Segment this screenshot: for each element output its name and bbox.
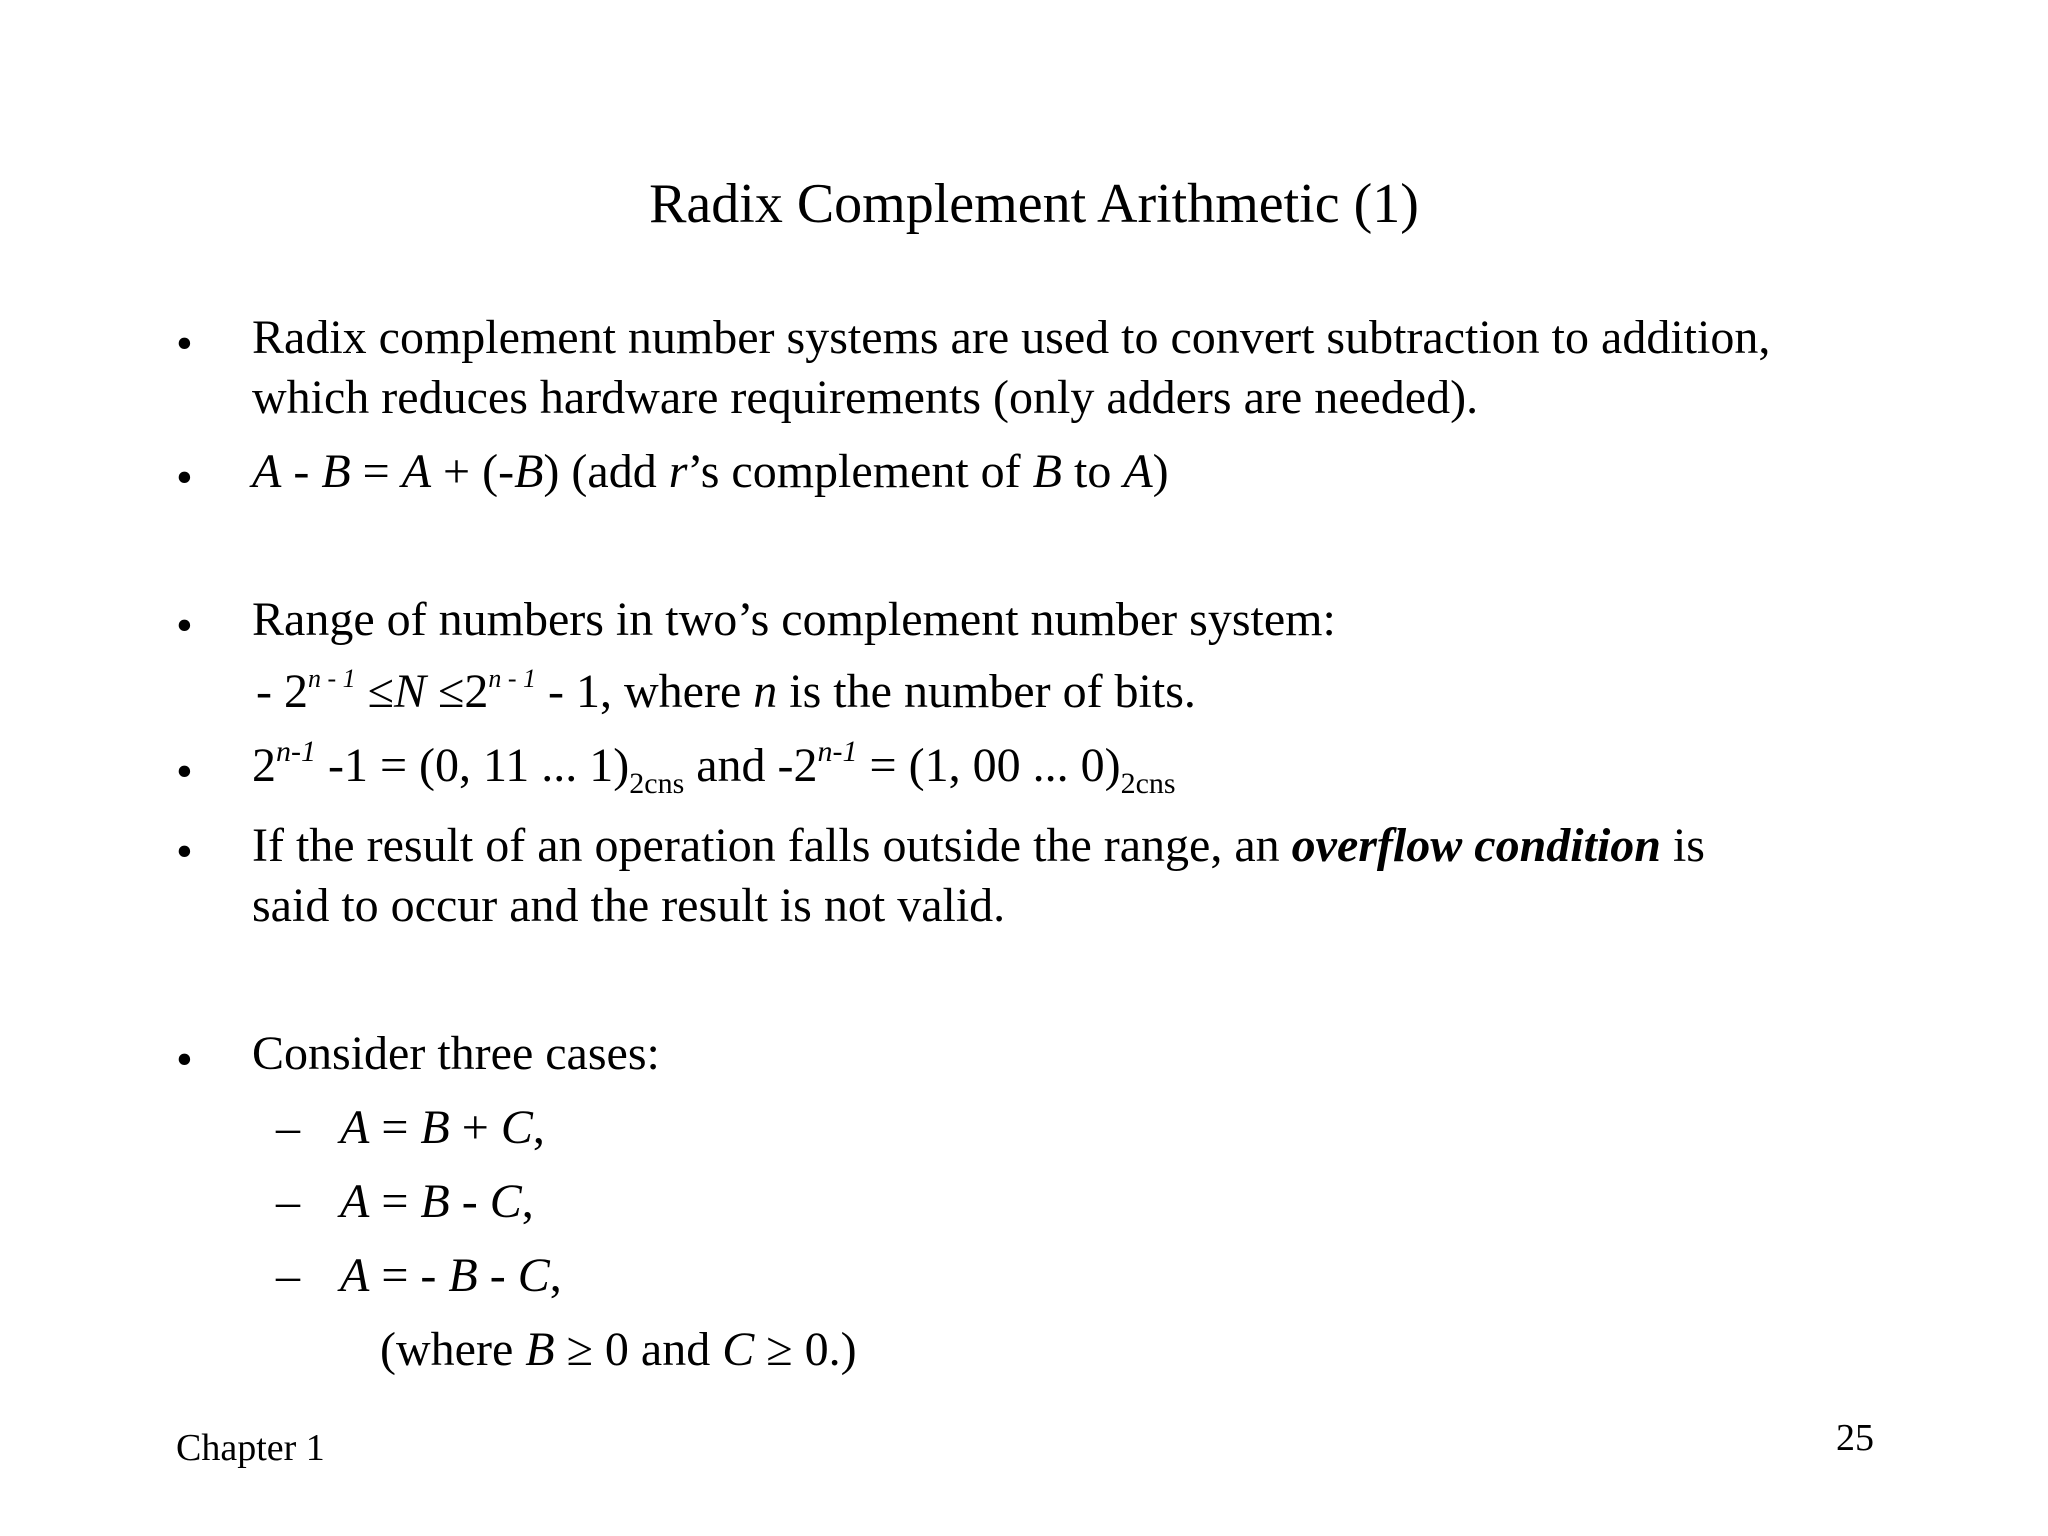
footer-chapter: Chapter 1 xyxy=(176,1427,325,1469)
bullet-1-line-2: which reduces hardware requirements (only adders are needed). xyxy=(252,371,1479,424)
page-number: 25 xyxy=(1836,1417,1874,1459)
dash-icon: – xyxy=(276,1101,300,1154)
case-2: A = B - C, xyxy=(340,1175,534,1228)
bullet-icon: • xyxy=(176,1033,193,1086)
bullet-1-line-1: Radix complement number systems are used to convert subtraction to addition, xyxy=(252,311,1771,364)
bullet-5-line-2: said to occur and the result is not valid. xyxy=(252,879,1006,932)
bullet-icon: • xyxy=(176,745,193,798)
bullet-icon: • xyxy=(176,825,193,878)
range-equation: - $2^{n - 1} \le N \le 2^{n - 1} - 1$, where n is the number of bits. xyxy=(256,664,1196,718)
bullet-icon: • xyxy=(176,451,193,504)
bullet-2-equation: A - B = A + (-B) (add r’s complement of B to A) xyxy=(252,445,1169,498)
dash-icon: – xyxy=(276,1249,300,1302)
bullet-3-line-1: Range of numbers in two’s complement number system: xyxy=(252,593,1336,646)
bullet-icon: • xyxy=(176,317,193,370)
bullet-4-equation: 2$^{n-1}$ -1 = (0, 11 ... $1)_{2cns}$ and $-2^{n-1} = (1$, 00 ... $0)_{2cns}$ xyxy=(252,735,1176,800)
slide-title: Radix Complement Arithmetic (1) xyxy=(649,173,1419,235)
bullet-6-label: Consider three cases: xyxy=(252,1027,660,1080)
bullet-5-line-1: If the result of an operation falls outside the range, an overflow condition is xyxy=(252,819,1705,872)
dash-icon: – xyxy=(276,1175,300,1228)
case-3: A = - B - C, xyxy=(340,1249,562,1302)
case-1: A = B + C, xyxy=(340,1101,545,1154)
bullet-icon: • xyxy=(176,599,193,652)
cases-note: (where B ≥ 0 and C ≥ 0.) xyxy=(380,1323,857,1376)
